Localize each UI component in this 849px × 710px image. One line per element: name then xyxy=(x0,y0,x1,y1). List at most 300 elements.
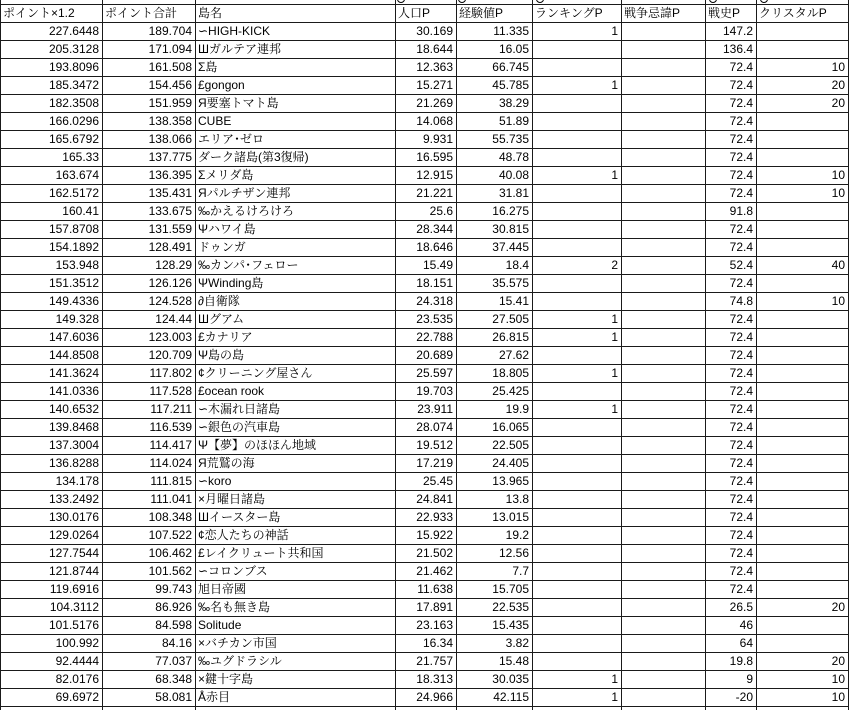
points-total-cell[interactable]: 58.081 xyxy=(103,689,196,707)
population-points-cell[interactable]: 24.966 xyxy=(396,689,457,707)
crystal-points-cell[interactable]: 20 xyxy=(757,77,849,95)
points-x1-2-cell[interactable]: 121.8744 xyxy=(0,563,103,581)
crystal-points-cell[interactable] xyxy=(757,563,849,581)
island-name-cell[interactable]: ×バチカン市国 xyxy=(196,635,396,653)
ranking-points-cell[interactable] xyxy=(533,185,622,203)
war-history-points-cell[interactable]: 72.4 xyxy=(706,473,757,491)
war-avoidance-points-cell[interactable] xyxy=(622,113,706,131)
points-x1-2-cell[interactable]: 166.0296 xyxy=(0,113,103,131)
points-total-cell[interactable]: 84.598 xyxy=(103,617,196,635)
experience-points-cell[interactable]: 38.29 xyxy=(457,95,533,113)
points-x1-2-cell[interactable]: 137.3004 xyxy=(0,437,103,455)
population-points-cell[interactable]: 25.597 xyxy=(396,365,457,383)
points-x1-2-cell[interactable]: 141.0336 xyxy=(0,383,103,401)
war-history-points-cell[interactable]: 72.4 xyxy=(706,527,757,545)
population-points-cell[interactable]: 18.646 xyxy=(396,239,457,257)
population-points-cell[interactable]: 24.318 xyxy=(396,293,457,311)
ranking-points-cell[interactable] xyxy=(533,437,622,455)
crystal-points-cell[interactable] xyxy=(757,419,849,437)
ranking-points-cell[interactable] xyxy=(533,635,622,653)
war-history-points-cell[interactable]: 72.4 xyxy=(706,383,757,401)
ranking-points-cell[interactable] xyxy=(533,149,622,167)
island-name-cell[interactable]: £レイクリュート共和国 xyxy=(196,545,396,563)
points-x1-2-cell[interactable]: 134.178 xyxy=(0,473,103,491)
war-avoidance-points-cell[interactable] xyxy=(622,671,706,689)
points-x1-2-cell[interactable]: 149.328 xyxy=(0,311,103,329)
crystal-points-cell[interactable]: 10 xyxy=(757,167,849,185)
population-points-cell[interactable]: 23.535 xyxy=(396,311,457,329)
war-history-points-cell[interactable]: 91.8 xyxy=(706,203,757,221)
points-x1-2-cell[interactable]: 82.0176 xyxy=(0,671,103,689)
war-avoidance-points-cell[interactable] xyxy=(622,653,706,671)
war-history-points-cell[interactable]: 72.4 xyxy=(706,437,757,455)
crystal-points-cell[interactable] xyxy=(757,581,849,599)
population-points-cell[interactable]: 23.163 xyxy=(396,617,457,635)
ranking-points-cell[interactable]: 2 xyxy=(533,257,622,275)
war-history-points-cell[interactable]: 72.4 xyxy=(706,95,757,113)
island-name-cell[interactable]: エリア･ゼロ xyxy=(196,131,396,149)
points-total-cell[interactable]: 189.704 xyxy=(103,23,196,41)
war-avoidance-points-cell[interactable] xyxy=(622,365,706,383)
population-points-cell[interactable]: 21.221 xyxy=(396,185,457,203)
war-avoidance-points-cell[interactable] xyxy=(622,527,706,545)
points-total-cell[interactable]: 86.926 xyxy=(103,599,196,617)
population-points-cell[interactable]: 22.788 xyxy=(396,329,457,347)
experience-points-cell[interactable]: 48.78 xyxy=(457,149,533,167)
points-total-cell[interactable]: 107.522 xyxy=(103,527,196,545)
war-history-points-cell[interactable]: 72.4 xyxy=(706,329,757,347)
war-history-points-cell[interactable]: 19.8 xyxy=(706,653,757,671)
war-avoidance-points-cell[interactable] xyxy=(622,563,706,581)
points-x1-2-cell[interactable]: 162.5172 xyxy=(0,185,103,203)
island-name-cell[interactable]: ×鍵十字島 xyxy=(196,671,396,689)
war-history-points-cell[interactable]: 72.4 xyxy=(706,185,757,203)
crystal-points-cell[interactable] xyxy=(757,113,849,131)
war-history-points-cell[interactable]: 9 xyxy=(706,671,757,689)
war-history-points-cell[interactable]: 72.4 xyxy=(706,365,757,383)
crystal-points-cell[interactable]: 40 xyxy=(757,257,849,275)
war-history-points-cell[interactable]: 46 xyxy=(706,617,757,635)
island-name-cell[interactable]: ∽銀色の汽車島 xyxy=(196,419,396,437)
war-history-points-cell[interactable]: 72.4 xyxy=(706,563,757,581)
points-total-cell[interactable]: 117.802 xyxy=(103,365,196,383)
ranking-points-cell[interactable] xyxy=(533,527,622,545)
ranking-points-cell[interactable] xyxy=(533,617,622,635)
crystal-points-cell[interactable] xyxy=(757,491,849,509)
war-history-points-cell[interactable]: 72.4 xyxy=(706,77,757,95)
experience-points-cell[interactable]: 55.735 xyxy=(457,131,533,149)
population-points-cell[interactable]: 24.841 xyxy=(396,491,457,509)
points-total-cell[interactable]: 126.126 xyxy=(103,275,196,293)
ranking-points-cell[interactable] xyxy=(533,41,622,59)
war-history-points-cell[interactable]: 72.4 xyxy=(706,347,757,365)
war-avoidance-points-cell[interactable] xyxy=(622,293,706,311)
crystal-points-cell[interactable] xyxy=(757,437,849,455)
points-x1-2-cell[interactable]: 151.3512 xyxy=(0,275,103,293)
war-avoidance-points-cell[interactable] xyxy=(622,455,706,473)
war-history-points-cell[interactable]: -20 xyxy=(706,689,757,707)
island-name-cell[interactable]: £カナリア xyxy=(196,329,396,347)
island-name-cell[interactable]: ‰かえるけろけろ xyxy=(196,203,396,221)
experience-points-cell[interactable]: 13.8 xyxy=(457,491,533,509)
crystal-points-cell[interactable] xyxy=(757,347,849,365)
points-x1-2-cell[interactable]: 165.33 xyxy=(0,149,103,167)
experience-points-cell[interactable]: 24.405 xyxy=(457,455,533,473)
points-x1-2-cell[interactable]: 153.948 xyxy=(0,257,103,275)
crystal-points-cell[interactable] xyxy=(757,473,849,491)
experience-points-cell[interactable]: 26.815 xyxy=(457,329,533,347)
points-total-cell[interactable]: 138.358 xyxy=(103,113,196,131)
points-total-cell[interactable]: 124.44 xyxy=(103,311,196,329)
war-avoidance-points-cell[interactable] xyxy=(622,383,706,401)
ranking-points-cell[interactable] xyxy=(533,347,622,365)
war-history-points-cell[interactable]: 72.4 xyxy=(706,545,757,563)
island-name-cell[interactable]: ΨWinding島 xyxy=(196,275,396,293)
population-points-cell[interactable]: 30.169 xyxy=(396,23,457,41)
ranking-points-cell[interactable]: 1 xyxy=(533,77,622,95)
experience-points-cell[interactable]: 19.9 xyxy=(457,401,533,419)
ranking-points-cell[interactable] xyxy=(533,131,622,149)
population-points-cell[interactable]: 12.915 xyxy=(396,167,457,185)
ranking-points-cell[interactable] xyxy=(533,455,622,473)
points-total-cell[interactable]: 84.16 xyxy=(103,635,196,653)
points-x1-2-cell[interactable]: 193.8096 xyxy=(0,59,103,77)
experience-points-cell[interactable]: 12.56 xyxy=(457,545,533,563)
population-points-cell[interactable]: 28.074 xyxy=(396,419,457,437)
crystal-points-cell[interactable]: 10 xyxy=(757,689,849,707)
ranking-points-cell[interactable] xyxy=(533,581,622,599)
island-name-cell[interactable]: ∽コロンブス xyxy=(196,563,396,581)
war-avoidance-points-cell[interactable] xyxy=(622,167,706,185)
war-history-points-cell[interactable]: 72.4 xyxy=(706,239,757,257)
war-avoidance-points-cell[interactable] xyxy=(622,617,706,635)
population-points-cell[interactable]: 21.462 xyxy=(396,563,457,581)
points-x1-2-cell[interactable]: 140.6532 xyxy=(0,401,103,419)
war-avoidance-points-cell[interactable] xyxy=(622,41,706,59)
war-avoidance-points-cell[interactable] xyxy=(622,635,706,653)
war-avoidance-points-cell[interactable] xyxy=(622,401,706,419)
crystal-points-cell[interactable] xyxy=(757,329,849,347)
war-history-points-cell[interactable]: 72.4 xyxy=(706,149,757,167)
experience-points-cell[interactable]: 22.535 xyxy=(457,599,533,617)
points-x1-2-cell[interactable]: 205.3128 xyxy=(0,41,103,59)
points-x1-2-cell[interactable]: 129.0264 xyxy=(0,527,103,545)
experience-points-cell[interactable]: 51.89 xyxy=(457,113,533,131)
population-points-cell[interactable]: 23.911 xyxy=(396,401,457,419)
island-name-cell[interactable]: Σ島 xyxy=(196,59,396,77)
war-avoidance-points-cell[interactable] xyxy=(622,347,706,365)
crystal-points-cell[interactable] xyxy=(757,275,849,293)
points-total-cell[interactable]: 131.559 xyxy=(103,221,196,239)
crystal-points-cell[interactable] xyxy=(757,41,849,59)
points-total-cell[interactable]: 128.491 xyxy=(103,239,196,257)
ranking-points-cell[interactable] xyxy=(533,203,622,221)
island-name-cell[interactable]: Solitude xyxy=(196,617,396,635)
points-x1-2-cell[interactable]: 92.4444 xyxy=(0,653,103,671)
experience-points-cell[interactable]: 45.785 xyxy=(457,77,533,95)
points-total-cell[interactable]: 154.456 xyxy=(103,77,196,95)
experience-points-cell[interactable]: 30.815 xyxy=(457,221,533,239)
crystal-points-cell[interactable] xyxy=(757,239,849,257)
crystal-points-cell[interactable] xyxy=(757,635,849,653)
war-history-points-cell[interactable]: 52.4 xyxy=(706,257,757,275)
population-points-cell[interactable]: 25.45 xyxy=(396,473,457,491)
experience-points-cell[interactable]: 18.4 xyxy=(457,257,533,275)
experience-points-cell[interactable]: 37.445 xyxy=(457,239,533,257)
column-header-crystal-p[interactable]: クリスタルP xyxy=(757,5,849,23)
population-points-cell[interactable]: 14.068 xyxy=(396,113,457,131)
crystal-points-cell[interactable] xyxy=(757,203,849,221)
points-total-cell[interactable]: 151.959 xyxy=(103,95,196,113)
points-x1-2-cell[interactable]: 182.3508 xyxy=(0,95,103,113)
island-name-cell[interactable]: £ocean rook xyxy=(196,383,396,401)
experience-points-cell[interactable]: 30.035 xyxy=(457,671,533,689)
experience-points-cell[interactable]: 27.505 xyxy=(457,311,533,329)
experience-points-cell[interactable]: 42.115 xyxy=(457,689,533,707)
points-total-cell[interactable]: 77.037 xyxy=(103,653,196,671)
points-x1-2-cell[interactable]: 141.3624 xyxy=(0,365,103,383)
war-history-points-cell[interactable]: 72.4 xyxy=(706,311,757,329)
war-avoidance-points-cell[interactable] xyxy=(622,599,706,617)
population-points-cell[interactable]: 22.933 xyxy=(396,509,457,527)
ranking-points-cell[interactable]: 1 xyxy=(533,311,622,329)
ranking-points-cell[interactable] xyxy=(533,59,622,77)
ranking-points-cell[interactable] xyxy=(533,275,622,293)
points-total-cell[interactable]: 133.675 xyxy=(103,203,196,221)
experience-points-cell[interactable]: 19.2 xyxy=(457,527,533,545)
war-avoidance-points-cell[interactable] xyxy=(622,77,706,95)
war-history-points-cell[interactable]: 72.4 xyxy=(706,509,757,527)
war-avoidance-points-cell[interactable] xyxy=(622,437,706,455)
column-header-points-total[interactable]: ポイント合計 xyxy=(103,5,196,23)
experience-points-cell[interactable]: 7.7 xyxy=(457,563,533,581)
island-name-cell[interactable]: ∽HIGH-KICK xyxy=(196,23,396,41)
crystal-points-cell[interactable] xyxy=(757,545,849,563)
experience-points-cell[interactable]: 18.805 xyxy=(457,365,533,383)
population-points-cell[interactable]: 20.689 xyxy=(396,347,457,365)
ranking-points-cell[interactable] xyxy=(533,509,622,527)
population-points-cell[interactable]: 21.757 xyxy=(396,653,457,671)
crystal-points-cell[interactable]: 10 xyxy=(757,59,849,77)
ranking-points-cell[interactable] xyxy=(533,95,622,113)
island-name-cell[interactable]: 旭日帝國 xyxy=(196,581,396,599)
column-header-war-history-p[interactable]: 戦史P xyxy=(706,5,757,23)
points-total-cell[interactable]: 128.29 xyxy=(103,257,196,275)
crystal-points-cell[interactable] xyxy=(757,131,849,149)
island-name-cell[interactable]: Å赤目 xyxy=(196,689,396,707)
war-avoidance-points-cell[interactable] xyxy=(622,221,706,239)
population-points-cell[interactable]: 15.922 xyxy=(396,527,457,545)
population-points-cell[interactable]: 25.6 xyxy=(396,203,457,221)
island-name-cell[interactable]: ∂自衛隊 xyxy=(196,293,396,311)
island-name-cell[interactable]: ‰カンパ･フェロー xyxy=(196,257,396,275)
population-points-cell[interactable]: 15.271 xyxy=(396,77,457,95)
island-name-cell[interactable]: ドゥンガ xyxy=(196,239,396,257)
experience-points-cell[interactable]: 31.81 xyxy=(457,185,533,203)
island-name-cell[interactable]: Ψ【夢】のほほん地域 xyxy=(196,437,396,455)
ranking-points-cell[interactable]: 1 xyxy=(533,23,622,41)
war-history-points-cell[interactable]: 72.4 xyxy=(706,275,757,293)
experience-points-cell[interactable]: 3.82 xyxy=(457,635,533,653)
island-name-cell[interactable]: £gongon xyxy=(196,77,396,95)
points-x1-2-cell[interactable]: 101.5176 xyxy=(0,617,103,635)
ranking-points-cell[interactable] xyxy=(533,653,622,671)
experience-points-cell[interactable]: 27.62 xyxy=(457,347,533,365)
points-x1-2-cell[interactable]: 139.8468 xyxy=(0,419,103,437)
points-total-cell[interactable]: 101.562 xyxy=(103,563,196,581)
experience-points-cell[interactable]: 16.275 xyxy=(457,203,533,221)
crystal-points-cell[interactable] xyxy=(757,23,849,41)
war-avoidance-points-cell[interactable] xyxy=(622,491,706,509)
points-x1-2-cell[interactable]: 165.6792 xyxy=(0,131,103,149)
experience-points-cell[interactable]: 66.745 xyxy=(457,59,533,77)
experience-points-cell[interactable]: 16.05 xyxy=(457,41,533,59)
war-history-points-cell[interactable]: 72.4 xyxy=(706,131,757,149)
island-name-cell[interactable]: Ψ島の島 xyxy=(196,347,396,365)
crystal-points-cell[interactable] xyxy=(757,383,849,401)
crystal-points-cell[interactable] xyxy=(757,221,849,239)
island-name-cell[interactable]: Ψハワイ島 xyxy=(196,221,396,239)
war-history-points-cell[interactable]: 72.4 xyxy=(706,419,757,437)
war-avoidance-points-cell[interactable] xyxy=(622,95,706,113)
ranking-points-cell[interactable]: 1 xyxy=(533,689,622,707)
war-avoidance-points-cell[interactable] xyxy=(622,581,706,599)
war-history-points-cell[interactable]: 64 xyxy=(706,635,757,653)
column-header-war-avoidance-p[interactable]: 戦争忌諱P xyxy=(622,5,706,23)
war-avoidance-points-cell[interactable] xyxy=(622,311,706,329)
column-header-population-p[interactable]: 人口P xyxy=(396,5,457,23)
population-points-cell[interactable]: 21.269 xyxy=(396,95,457,113)
points-x1-2-cell[interactable]: 149.4336 xyxy=(0,293,103,311)
ranking-points-cell[interactable]: 1 xyxy=(533,365,622,383)
crystal-points-cell[interactable]: 10 xyxy=(757,293,849,311)
experience-points-cell[interactable]: 25.425 xyxy=(457,383,533,401)
crystal-points-cell[interactable]: 10 xyxy=(757,185,849,203)
population-points-cell[interactable]: 16.34 xyxy=(396,635,457,653)
points-total-cell[interactable]: 123.003 xyxy=(103,329,196,347)
points-x1-2-cell[interactable]: 163.674 xyxy=(0,167,103,185)
points-total-cell[interactable]: 124.528 xyxy=(103,293,196,311)
experience-points-cell[interactable]: 13.965 xyxy=(457,473,533,491)
population-points-cell[interactable]: 21.502 xyxy=(396,545,457,563)
war-history-points-cell[interactable]: 72.4 xyxy=(706,491,757,509)
island-name-cell[interactable]: Шガルテア連邦 xyxy=(196,41,396,59)
island-name-cell[interactable]: Яパルチザン連邦 xyxy=(196,185,396,203)
island-name-cell[interactable]: Шグアム xyxy=(196,311,396,329)
war-history-points-cell[interactable]: 72.4 xyxy=(706,581,757,599)
population-points-cell[interactable]: 28.344 xyxy=(396,221,457,239)
points-x1-2-cell[interactable]: 133.2492 xyxy=(0,491,103,509)
ranking-points-cell[interactable]: 1 xyxy=(533,329,622,347)
war-avoidance-points-cell[interactable] xyxy=(622,149,706,167)
war-history-points-cell[interactable]: 72.4 xyxy=(706,113,757,131)
island-name-cell[interactable]: Я荒鷲の海 xyxy=(196,455,396,473)
population-points-cell[interactable]: 19.512 xyxy=(396,437,457,455)
island-name-cell[interactable]: ‰名も無き島 xyxy=(196,599,396,617)
crystal-points-cell[interactable] xyxy=(757,365,849,383)
crystal-points-cell[interactable] xyxy=(757,455,849,473)
experience-points-cell[interactable]: 13.015 xyxy=(457,509,533,527)
experience-points-cell[interactable]: 40.08 xyxy=(457,167,533,185)
war-avoidance-points-cell[interactable] xyxy=(622,203,706,221)
points-x1-2-cell[interactable]: 69.6972 xyxy=(0,689,103,707)
crystal-points-cell[interactable]: 20 xyxy=(757,95,849,113)
population-points-cell[interactable]: 11.638 xyxy=(396,581,457,599)
war-avoidance-points-cell[interactable] xyxy=(622,509,706,527)
ranking-points-cell[interactable] xyxy=(533,419,622,437)
island-name-cell[interactable]: ダーク諸島(第3復帰) xyxy=(196,149,396,167)
points-x1-2-cell[interactable]: 147.6036 xyxy=(0,329,103,347)
points-x1-2-cell[interactable]: 119.6916 xyxy=(0,581,103,599)
points-total-cell[interactable]: 117.528 xyxy=(103,383,196,401)
war-history-points-cell[interactable]: 136.4 xyxy=(706,41,757,59)
points-total-cell[interactable]: 68.348 xyxy=(103,671,196,689)
points-total-cell[interactable]: 111.815 xyxy=(103,473,196,491)
crystal-points-cell[interactable]: 10 xyxy=(757,671,849,689)
war-avoidance-points-cell[interactable] xyxy=(622,131,706,149)
war-history-points-cell[interactable]: 147.2 xyxy=(706,23,757,41)
column-header-ranking-p[interactable]: ランキングP xyxy=(533,5,622,23)
population-points-cell[interactable]: 19.703 xyxy=(396,383,457,401)
war-history-points-cell[interactable]: 72.4 xyxy=(706,59,757,77)
points-total-cell[interactable]: 137.775 xyxy=(103,149,196,167)
war-history-points-cell[interactable]: 26.5 xyxy=(706,599,757,617)
experience-points-cell[interactable]: 15.41 xyxy=(457,293,533,311)
war-avoidance-points-cell[interactable] xyxy=(622,689,706,707)
experience-points-cell[interactable]: 16.065 xyxy=(457,419,533,437)
war-avoidance-points-cell[interactable] xyxy=(622,59,706,77)
points-x1-2-cell[interactable]: 136.8288 xyxy=(0,455,103,473)
population-points-cell[interactable]: 15.49 xyxy=(396,257,457,275)
experience-points-cell[interactable]: 22.505 xyxy=(457,437,533,455)
war-history-points-cell[interactable]: 74.8 xyxy=(706,293,757,311)
ranking-points-cell[interactable] xyxy=(533,383,622,401)
war-avoidance-points-cell[interactable] xyxy=(622,185,706,203)
war-avoidance-points-cell[interactable] xyxy=(622,545,706,563)
ranking-points-cell[interactable] xyxy=(533,221,622,239)
column-header-island-name[interactable]: 島名 xyxy=(196,5,396,23)
population-points-cell[interactable]: 16.595 xyxy=(396,149,457,167)
crystal-points-cell[interactable] xyxy=(757,401,849,419)
experience-points-cell[interactable]: 15.435 xyxy=(457,617,533,635)
island-name-cell[interactable]: ∽koro xyxy=(196,473,396,491)
ranking-points-cell[interactable]: 1 xyxy=(533,671,622,689)
war-avoidance-points-cell[interactable] xyxy=(622,329,706,347)
crystal-points-cell[interactable] xyxy=(757,311,849,329)
ranking-points-cell[interactable]: 1 xyxy=(533,167,622,185)
ranking-points-cell[interactable]: 1 xyxy=(533,401,622,419)
ranking-points-cell[interactable] xyxy=(533,491,622,509)
population-points-cell[interactable]: 17.219 xyxy=(396,455,457,473)
crystal-points-cell[interactable] xyxy=(757,617,849,635)
ranking-points-cell[interactable] xyxy=(533,563,622,581)
experience-points-cell[interactable]: 15.48 xyxy=(457,653,533,671)
points-x1-2-cell[interactable]: 100.992 xyxy=(0,635,103,653)
points-total-cell[interactable]: 138.066 xyxy=(103,131,196,149)
island-name-cell[interactable]: Шイースター島 xyxy=(196,509,396,527)
island-name-cell[interactable]: ‰ユグドラシル xyxy=(196,653,396,671)
population-points-cell[interactable]: 18.644 xyxy=(396,41,457,59)
points-x1-2-cell[interactable]: 130.0176 xyxy=(0,509,103,527)
points-x1-2-cell[interactable]: 154.1892 xyxy=(0,239,103,257)
points-x1-2-cell[interactable]: 160.41 xyxy=(0,203,103,221)
crystal-points-cell[interactable]: 20 xyxy=(757,599,849,617)
points-total-cell[interactable]: 161.508 xyxy=(103,59,196,77)
ranking-points-cell[interactable] xyxy=(533,545,622,563)
ranking-points-cell[interactable] xyxy=(533,599,622,617)
column-header-experience-p[interactable]: 経験値P xyxy=(457,5,533,23)
war-avoidance-points-cell[interactable] xyxy=(622,257,706,275)
